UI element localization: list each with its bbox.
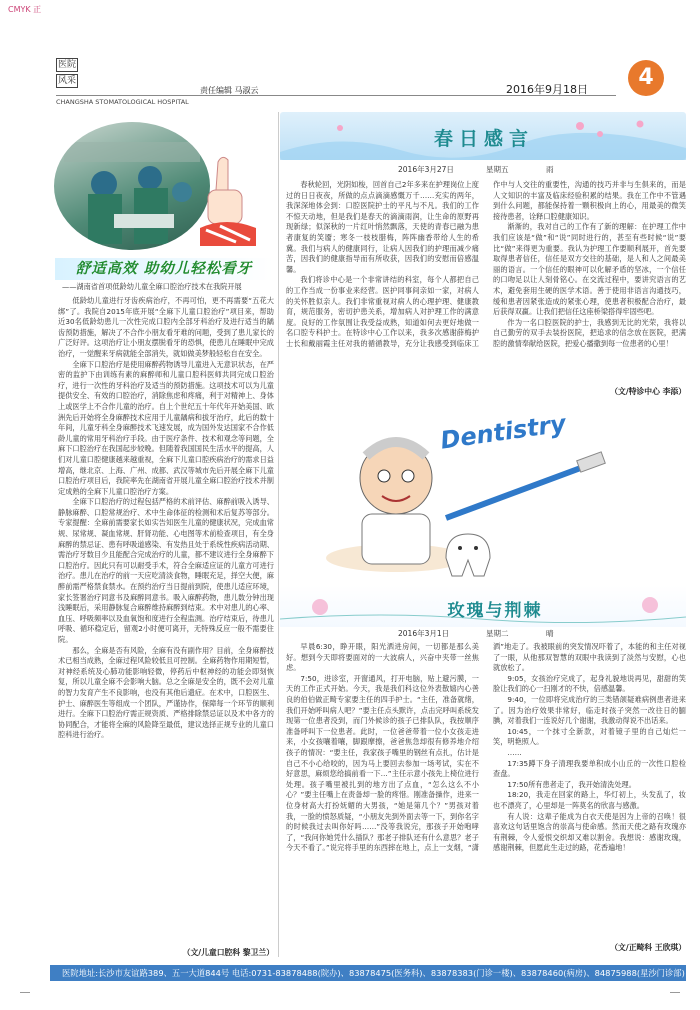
section-logo	[56, 58, 78, 90]
issue-date: 2016年9月18日	[506, 83, 588, 96]
rose-paragraph: 18:20，我走在回家的路上，华灯初上，头发乱了，妆也不漂亮了，心里却是一阵莫名的欣喜与感激。	[493, 790, 686, 810]
left-paragraph: 那么，全麻是否有风险，全麻有没有副作用？目前，全身麻醉技术已相当成熟，全麻过程风险较低且可控制。全麻药物作用期短暂，对神经系统及心肺功能影响轻微，停药后中枢神经的功能会即刻恢复，所以儿童全麻不会影响大脑。总之全麻是安全的，既不会对儿童的智力发育产生不良影响，也没有其他后遗症。在术中，口腔医生、护士、麻醉医生等组成一个团队，严谨协作，保障每一个环节的顺利进行。全麻下口腔治疗需正规资质、严格排除禁忌证以及术中各方的协同配合，才能将全麻的风险降至最低，建议选择正规专业的儿童口腔科进行治疗。	[58, 645, 274, 740]
left-signature: （文/儿童口腔科 黎卫兰）	[182, 948, 274, 957]
hospital-name-en: CHANGSHA STOMATOLOGICAL HOSPITAL	[56, 98, 189, 106]
rose-paragraph: 10:45，一个抹寸全新款，对着镜子里的自己灿烂一笑，明艳照人。	[493, 726, 686, 747]
left-paragraph: 全麻下口腔治疗的过程包括严格的术前评估、麻醉前吸入诱导、静脉麻醉、口腔常规治疗、术中生命体征的检测和术后复苏等部分。专家提醒：全麻前需要家长如实告知医生儿童的健康状况，完成血常规、尿常规、凝血常规、肝肾功能、心电图等术前检查项目，有全身麻醉的禁忌证、患有呼吸道感染、有发热且处于系统性疾病活动期、需治疗牙数目少且能配合完成治疗的儿童，都不建议进行全身麻醉下口腔治疗。因此只有可以耐受手术，符合全麻适应证的儿童方可进行治疗。患儿在治疗的前一天应吃清淡食物，睡眠充足，择空大便，麻醉前需严格禁食禁水。在预约治疗当日提前到院，使患儿适应环境，家长签署治疗同意书及麻醉同意书。吸入麻醉药物，患儿数分钟出现浅睡眠后，采用静脉复合麻醉维持麻醉到结束。术中对患儿的心率、血压、呼吸频率以及血氧饱和度进行全程监测。治疗结束后，待患儿呼吸、循环稳定后，留观2小时便可离开，无特殊反应一般不需要住院。	[58, 497, 274, 644]
surgery-photo-illustration	[54, 122, 210, 250]
rose-date: 2016年3月1日	[398, 629, 450, 638]
spring-paragraph: 春秋轮回，光阴如梭，回首自己2年多来在护理岗位上度过的日日夜夜，所做的点点滴滴感慨万千……充实的两年，我深深地体会到：口腔医院护士的平凡与不凡。我们的工作不惊天动地，但是我们是春天的滴滴雨润，让生命的原野再现新绿；似深秋的一片红叶悄然飘落，天使的青春已融为患者康复的笑靥；寒冬一枝枝腊梅，阵阵幽香带给人生的希冀。我们与病人的健康同行，让病人因我们的护理而减少痛苦，因我们的健康指导而有所收获，因我们的安慰而倍感温馨。	[286, 180, 479, 274]
rose-paragraph: 早晨6:30，睁开眼，阳光洒进房间，一切都是那么美好。想到今天即将要面对的一大波病人，兴奋中夹带一丝焦虑。	[286, 642, 479, 673]
rose-signature: （文/正畸科 王欣琪）	[610, 943, 686, 952]
crop-mark	[670, 992, 680, 993]
surgery-photo	[54, 122, 210, 250]
thumbs-up-cartoon	[196, 150, 270, 250]
rose-article-body	[286, 642, 686, 934]
rose-paragraph: 9:40，一位即将完成治疗的三类错颌疑难病例患者进来了。因为治疗效果非常好，临走时孩子突然一改往日的腼腆，对着我们一连说好几个谢谢，我激动得说不出话来。	[493, 694, 686, 726]
rose-paragraph: ……	[507, 747, 522, 757]
left-paragraph: 全麻下口腔治疗是使用麻醉药物诱导儿童进入无意识状态，在严密的监护下由训练有素的麻醉师和儿童口腔科医师共同完成口腔治疗，进行一次性的牙科治疗及适当的预防措施。这项技术可以为儿童提供安全、有效的口腔治疗，消除焦虑和疼痛，利于对精神上、身体上或医学上不合作儿童的治疗。自上个世纪五十年代年开始美国、欧洲先后开始将全身麻醉技术应用于儿童龋病和拔牙治疗，此后的数十年间，儿童牙科全身麻醉技术飞速发展，成为国外发达国家不合作低龄儿童的常用牙科治疗手段。由于医疗条件、技术和观念等问题，全麻下口腔治疗在我国起步较晚。但随着我国国民生活水平的提高，人们对儿童口腔健康越来越重视，全麻下儿童口腔疾病治疗的需求日益增高，继北京、上海、广州、成都、武汉等城市先后开展全麻下儿童口腔治疗项目后，我院率先在湖南省开展儿童全麻口腔治疗技术并制定成熟的全麻下儿童口腔治疗方案。	[58, 359, 274, 496]
rose-weekday: 星期二	[486, 629, 509, 638]
rose-paragraph: 17:35蹲下身子清理我要单积成小山丘的一次性口腔检查盘。	[493, 758, 686, 779]
rose-weather: 晴	[546, 629, 554, 638]
spring-signature: （文/特诊中心 李添）	[610, 387, 686, 396]
rose-paragraph: 7:50，进诊室，开窗通风，打开电脑，贴上避污膜，一天的工作正式开始。今天，我是我们科这位外表散嬉内心善良的伯伯做正畸专家要主任的四手护士。“主任，准备就绪，我们开始呼叫病人吧？”要主任点头默许，点击完呼叫系统发现第一位患者没到，而门外候诊的孩子已排队队，我按顺序准备呼叫下一位患者。此时，一位爸爸带着一位小女孩走进来，小女孩嚷着嚷，脚跟摩擦，爸爸焦急却很有修养地介绍孩子的情况：“要主任，我家孩子嘴里的钢丝有点扎，估计是自己不小心给咬的，因为马上要回去参加一场考试，实在不好意思，麻烦您给搞前看一下…”主任示意小孩先上椅位进行处理。孩子嘴里被扎到的地方出了点血，“怎么这么不小心？”要主任嘴上在责备却一脸的疼惜。刚准备操作，进来一位身材高大打扮妩媚的大男孩，“她是第几个？”男孩对着我，一脸的愤怒质疑，“小朋友先到外面去等一下，到你名字的时候我过去叫你好吗……”没等我说完，那孩子开始咆哮了，“我问你她凭什么插队？那老子排队还有什么意思？老子今天不看了。”说完将手里的东西摔在地上，点上一支烟，“潇洒”地走了。我被眼前的突发情况吓着了，本能的和主任对视了一眼，从他那双智慧的双眼中我读到了淡然与安慰，心也就放松了。	[286, 642, 686, 853]
left-article-body	[58, 296, 274, 946]
dentistry-label: Dentistry	[438, 409, 568, 455]
print-mark: CMYK 正	[8, 5, 42, 14]
rose-paragraph: 有人说：这辈子能成为白衣天使是因为上帝的召唤！很喜欢这句话里饱含的崇高与使命感。然而天使之路有玫瑰亦有荆棘，令人爱恨交织却又难以割舍。我想说：感谢玫瑰，感谢荆棘，但愿此生走过的路，花香遍地！	[493, 811, 686, 853]
editor-credit: 责任编辑 马淑云	[200, 86, 259, 95]
left-paragraph: 低龄幼儿童进行牙齿疾病治疗，不再可怕，更不再需要“五花大绑”了。我院自2015年底开展“全麻下儿童口腔治疗”项目来，帮助近30名低龄幼患儿一次性完成口腔内全部牙科治疗及进行适当的龋齿预防措施，解决了不合作小朋友看牙难的问题，受到了患儿家长的广泛好评。这项治疗让小朋友摆脱看牙的恐惧，使患儿在睡眠中完成治疗，一觉醒来牙病就能全部消失，就如做美梦般轻松自在安全。	[58, 296, 274, 358]
spring-paragraph: 我们将诊中心是一个非常讲结的科室，每个人都把自己的工作当成一份事业来经营。医护同事间亲如一家，对病人的关怀胜似亲人。我们非常重视对病人的心理护理、健康教育，规范服务，密切护患关系，增加病人对护理工作的满意度。良好的工作氛围让我受益成熟，知道如何去更好地做一名口腔专科护士。在特诊中心工作以来，我多次感谢薛梅护士长和戴丽霞主任对我的循循教导，充分让我感受到临床工作中与人交往的重要性，沟通的技巧并非与生俱来的，而是人文知识的丰富及临床经验积累的结果。我在工作中不管遇到什么问题，都能保持着一颗积极向上的心，用最美的微笑接待患者，诠释口腔健康知识。	[286, 180, 686, 348]
page-number-badge: 4	[628, 60, 664, 96]
logo-top: 医院	[57, 60, 76, 70]
rose-paragraph: 17:50所有患者走了，我开始清洗处理。	[507, 779, 636, 789]
spring-weather: 雨	[546, 165, 554, 174]
spring-paragraph: 作为一名口腔医院的护士，我感到无比的光荣，我将以自己勤劳的双手去装扮医院，把追求的信念放在医院，把满腔的激情奉献给医院，把爱心播撒到每一位患者的心里！	[493, 317, 686, 348]
spring-title: 春日感言	[433, 128, 534, 150]
spring-date: 2016年3月27日	[398, 165, 454, 174]
column-divider	[278, 112, 279, 957]
spring-paragraph: 渐渐的，我对自己的工作有了新的理解：在护理工作中我们应该是“做”和“说”同时进行的，甚至有些时候“说”要比“做”来得更为重要。我认为护理工作要顺利展开，首先要取得患者信任，信任是双方交往的基础，是人和人之间最美丽的语言。一个信任的眼神可以化解矛盾的坚冰，一个信任的口吻足以让人刻骨铭心。在交流过程中，要讲究语言的艺术，避免套用生硬的医学术语。善于使用非语言沟通技巧，缓和患者因紧张造成的紧张心理，使患者积极配合治疗，最后获得双赢。让我们把信任这座桥梁搭得牢固些吧。	[493, 222, 686, 317]
left-subhead: ——湖南省首项低龄幼儿童全麻口腔治疗技术在我院开展	[62, 282, 242, 291]
spring-article-body	[286, 180, 686, 380]
rose-paragraph: 9:05，女孩治疗完成了，起身礼貌地说再见，甜甜的笑脸让我们的心一扫刚才的不快，倍感温馨。	[493, 673, 686, 694]
logo-bottom: 风采	[57, 76, 76, 86]
left-headline: 舒适高效 助幼儿轻松看牙	[55, 258, 273, 280]
footer-contact-bar: 医院地址:长沙市友谊路389、五一大道844号 电话:0731-83878488(院办)、83878475(医务科)、83878383(门诊一楼)、83878460(病房)、84875988(星沙门诊部)	[50, 965, 686, 981]
crop-mark	[20, 992, 30, 993]
spring-weekday: 星期五	[486, 165, 509, 174]
rose-title: 玫瑰与荆棘	[447, 601, 543, 621]
